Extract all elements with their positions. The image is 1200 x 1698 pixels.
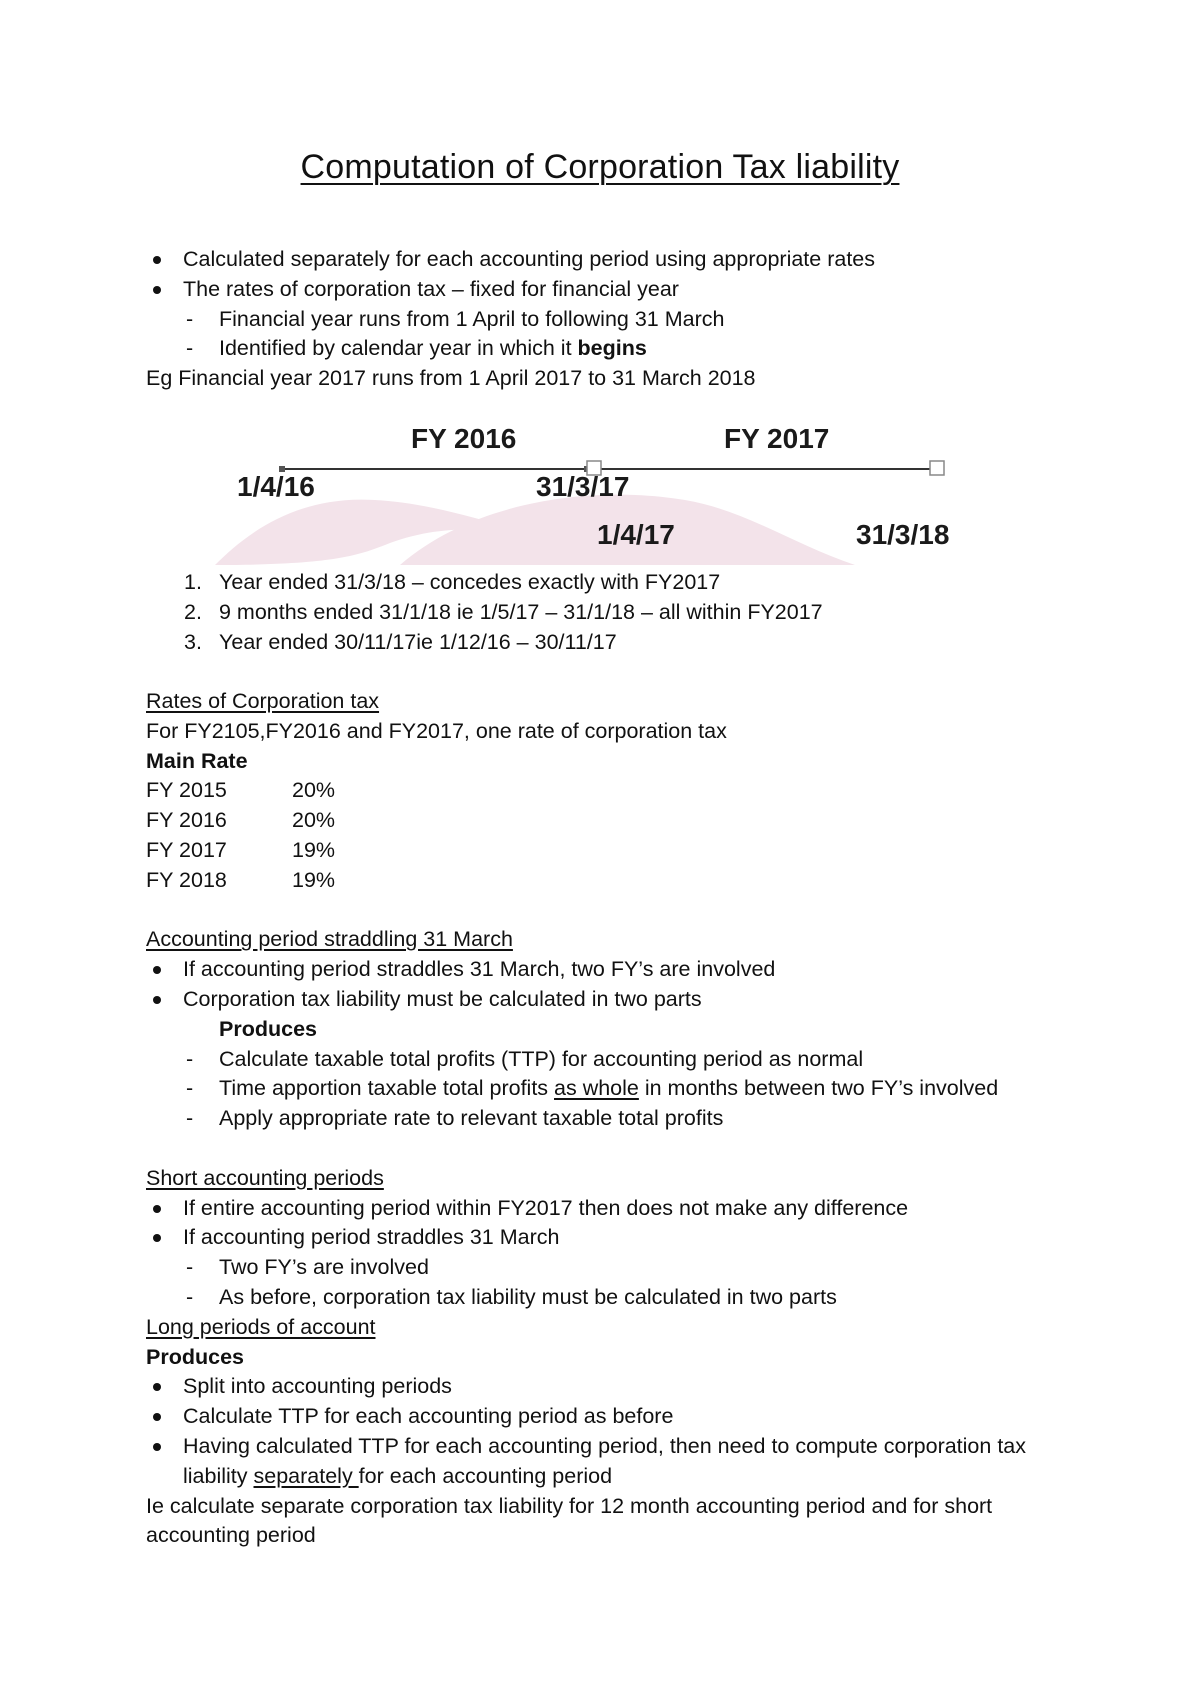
list-item xyxy=(146,628,1086,658)
list-item xyxy=(146,598,1086,628)
list-item-text: Having calculated TTP for each accounting period, then need to compute corporation tax liability xyxy=(183,1433,1027,1488)
list-item-text: Split into accounting periods xyxy=(183,1374,452,1399)
example-text xyxy=(146,364,1086,394)
rate-year: FY 2016 xyxy=(146,808,227,833)
list-item-text: Identified by calendar year in which it xyxy=(219,336,578,361)
list-item xyxy=(146,1104,1086,1134)
rate-row xyxy=(146,806,1086,836)
subheading-text: Produces xyxy=(146,1344,244,1369)
list-item xyxy=(146,334,1086,364)
list-item-text: Time apportion taxable total profits xyxy=(219,1076,555,1101)
list-item xyxy=(146,275,1086,305)
list-item-text: 9 months ended 31/1/18 ie 1/5/17 – 31/1/18 – all within FY2017 xyxy=(219,599,823,624)
list-item xyxy=(146,1432,1086,1492)
section-heading-text: Accounting period straddling 31 March xyxy=(146,927,513,952)
list-item-text: The rates of corporation tax – fixed for financial year xyxy=(183,276,679,301)
list-item-text: Corporation tax liability must be calculated in two parts xyxy=(183,986,702,1011)
spacer xyxy=(146,1134,1086,1164)
list-item xyxy=(146,1074,1086,1104)
fy-2016-label: FY 2016 xyxy=(411,423,517,454)
section-heading-text: Long periods of account xyxy=(146,1314,376,1339)
rate-value: 20% xyxy=(292,808,336,833)
list-item-text: Calculate TTP for each accounting period as before xyxy=(183,1404,674,1429)
list-item xyxy=(146,1194,1086,1224)
examples-list xyxy=(146,568,1086,657)
list-item-text: As before, corporation tax liability must be calculated in two parts xyxy=(219,1284,837,1309)
paragraph xyxy=(146,1492,1086,1552)
list-item-text: Two FY’s are involved xyxy=(219,1255,429,1280)
section-heading-text: Rates of Corporation tax xyxy=(146,689,380,713)
list-item xyxy=(146,245,1086,275)
list-item xyxy=(146,1372,1086,1402)
list-item-text: If accounting period straddles 31 March, two FY’s are involved xyxy=(183,957,776,982)
list-item-text: in months between two FY’s involved xyxy=(638,1076,999,1101)
rate-row xyxy=(146,866,1086,896)
section-heading xyxy=(146,1313,1086,1343)
list-item-text: Financial year runs from 1 April to following 31 March xyxy=(219,306,725,331)
rate-row xyxy=(146,776,1086,806)
underlined-text: as whole xyxy=(554,1076,639,1101)
date-label: 31/3/17 xyxy=(536,471,630,502)
list-item xyxy=(146,1045,1086,1075)
list-number: 2. xyxy=(184,599,202,624)
list-item xyxy=(146,305,1086,335)
subheading-text: Main Rate xyxy=(146,748,248,773)
list-item xyxy=(146,985,1086,1015)
rate-value: 19% xyxy=(292,867,336,892)
list-item-text: Year ended 30/11/17ie 1/12/16 – 30/11/17 xyxy=(219,629,617,654)
intro-section xyxy=(146,245,1086,394)
list-item-text: Apply appropriate rate to relevant taxable total profits xyxy=(219,1106,724,1131)
rate-value: 20% xyxy=(292,778,336,803)
section-heading xyxy=(146,687,1086,717)
fy-2017-end-handle xyxy=(930,461,944,475)
list-item xyxy=(146,1283,1086,1313)
subheading-text: Produces xyxy=(219,1016,317,1041)
section-heading xyxy=(146,925,1086,955)
page-title: Computation of Corporation Tax liability xyxy=(300,148,900,186)
list-item-text: Calculate taxable total profits (TTP) for accounting period as normal xyxy=(219,1046,864,1071)
paragraph-text: Ie calculate separate corporation tax liability for 12 month accounting period and for short accounting period xyxy=(146,1493,993,1548)
subheading xyxy=(146,747,1086,777)
date-label: 31/3/18 xyxy=(856,519,950,550)
subheading xyxy=(146,1015,1086,1045)
rate-value: 19% xyxy=(292,837,336,862)
list-item-text: If entire accounting period within FY2017 then does not make any difference xyxy=(183,1195,909,1220)
rate-row xyxy=(146,836,1086,866)
list-item-text: Calculated separately for each accounting period using appropriate rates xyxy=(183,247,876,271)
main-content xyxy=(146,687,1086,1551)
list-item xyxy=(146,1402,1086,1432)
underlined-text: separately xyxy=(253,1463,359,1488)
list-number: 3. xyxy=(184,629,202,654)
date-label: 1/4/17 xyxy=(597,519,675,550)
paragraph xyxy=(146,717,1086,747)
section-heading xyxy=(146,1164,1086,1194)
subheading xyxy=(146,1343,1086,1373)
list-number: 1. xyxy=(184,570,202,594)
financial-year-timeline xyxy=(215,415,975,570)
fy-2017-label: FY 2017 xyxy=(724,423,830,454)
list-item-text: Year ended 31/3/18 – concedes exactly with FY2017 xyxy=(219,570,721,594)
rate-year: FY 2017 xyxy=(146,837,227,862)
list-item xyxy=(146,955,1086,985)
list-item-text: for each accounting period xyxy=(358,1463,613,1488)
rate-year: FY 2018 xyxy=(146,867,227,892)
date-label: 1/4/16 xyxy=(237,471,315,502)
list-item xyxy=(146,568,1086,598)
section-heading-text: Short accounting periods xyxy=(146,1165,384,1190)
spacer xyxy=(146,896,1086,926)
list-item xyxy=(146,1223,1086,1253)
list-item xyxy=(146,1253,1086,1283)
list-item-text: If accounting period straddles 31 March xyxy=(183,1225,560,1250)
emphasis-text: begins xyxy=(577,336,647,361)
paragraph-text: Eg Financial year 2017 runs from 1 April 2017 to 31 March 2018 xyxy=(146,366,756,391)
paragraph-text: For FY2105,FY2016 and FY2017, one rate of corporation tax xyxy=(146,718,727,743)
rate-year: FY 2015 xyxy=(146,778,227,803)
